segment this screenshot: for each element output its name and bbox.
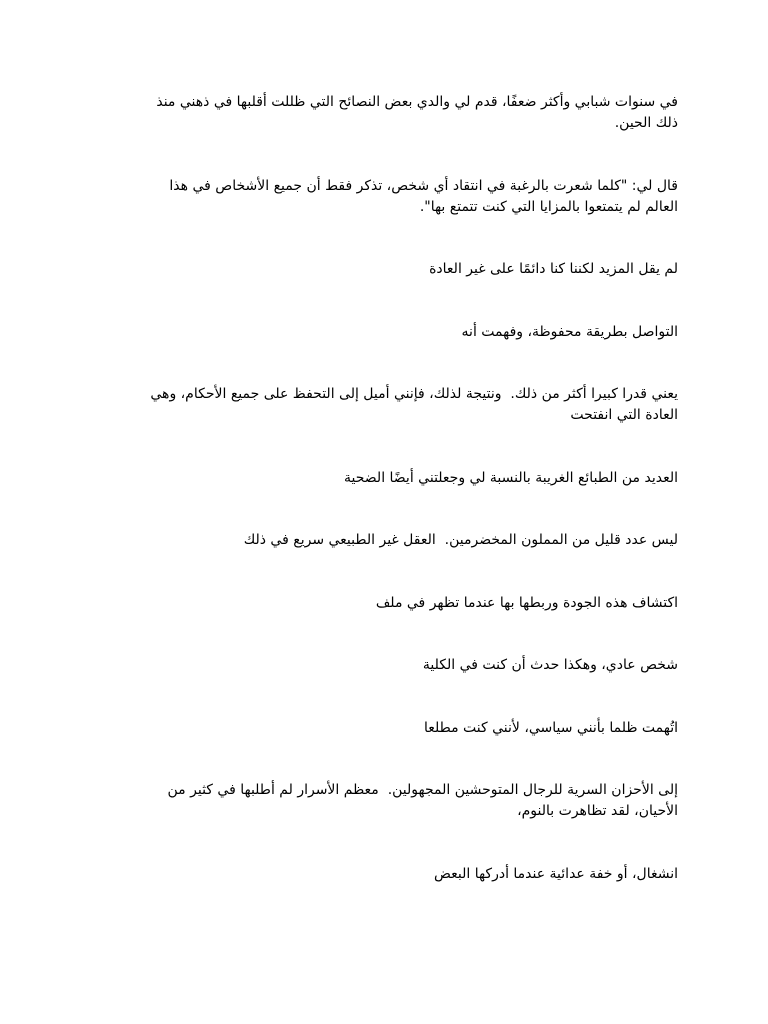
paragraph-line: لم يقل المزيد لكننا كنا دائمًا على غير العادة xyxy=(429,261,678,277)
paragraph xyxy=(98,718,678,739)
paragraph-line: انشغال، أو خفة عدائية عندما أدركها البعض xyxy=(433,865,678,882)
paragraph-line: اتُهمت ظلما بأنني سياسي، لأنني كنت مطلعا xyxy=(423,719,678,736)
paragraph-line: شخص عادي، وهكذا حدث أن كنت في الكلية xyxy=(422,657,678,673)
paragraph-line: إلى الأحزان السرية للرجال المتوحشين المجهولين. معظم الأسرار لم أطلبها في كثير من xyxy=(167,782,678,798)
paragraph-line: العادة التي انفتحت xyxy=(570,407,678,423)
paragraph xyxy=(98,864,678,885)
paragraph-line: التواصل بطريقة محفوظة، وفهمت أنه xyxy=(461,323,678,340)
paragraph-line: في سنوات شبابي وأكثر ضعفًا، قدم لي والدي بعض النصائح التي ظللت أقلبها في ذهني منذ xyxy=(156,94,678,110)
paragraph-line: ليس عدد قليل من المملون المخضرمين. العقل غير الطبيعي سريع في ذلك xyxy=(243,532,678,548)
paragraph xyxy=(98,176,678,218)
paragraph xyxy=(98,780,678,822)
paragraph-line: يعني قدرا كبيرا أكثر من ذلك. ونتيجة لذلك، فإنني أميل إلى التحفظ على جميع الأحكام، وهي xyxy=(150,386,678,402)
paragraph xyxy=(98,530,678,551)
paragraph-line: قال لي: "كلما شعرت بالرغبة في انتقاد أي شخص، تذكر فقط أن جميع الأشخاص في هذا xyxy=(169,177,678,194)
paragraph xyxy=(98,322,678,343)
paragraph-line: العالم لم يتمتعوا بالمزايا التي كنت تتمتع بها". xyxy=(419,198,678,215)
paragraph-line: العديد من الطبائع الغريبة بالنسبة لي وجعلتني أيضًا الضحية xyxy=(344,469,678,486)
document-body xyxy=(98,92,678,926)
paragraph-line: اكتشاف هذه الجودة وربطها بها عندما تظهر في ملف xyxy=(375,594,678,611)
paragraph xyxy=(98,259,678,280)
paragraph xyxy=(98,655,678,676)
paragraph xyxy=(98,468,678,489)
paragraph xyxy=(98,92,678,134)
paragraph xyxy=(98,593,678,614)
paragraph-line: ذلك الحين. xyxy=(614,115,678,131)
paragraph-line: الأحيان، لقد تظاهرت بالنوم، xyxy=(517,803,678,819)
paragraph xyxy=(98,384,678,426)
